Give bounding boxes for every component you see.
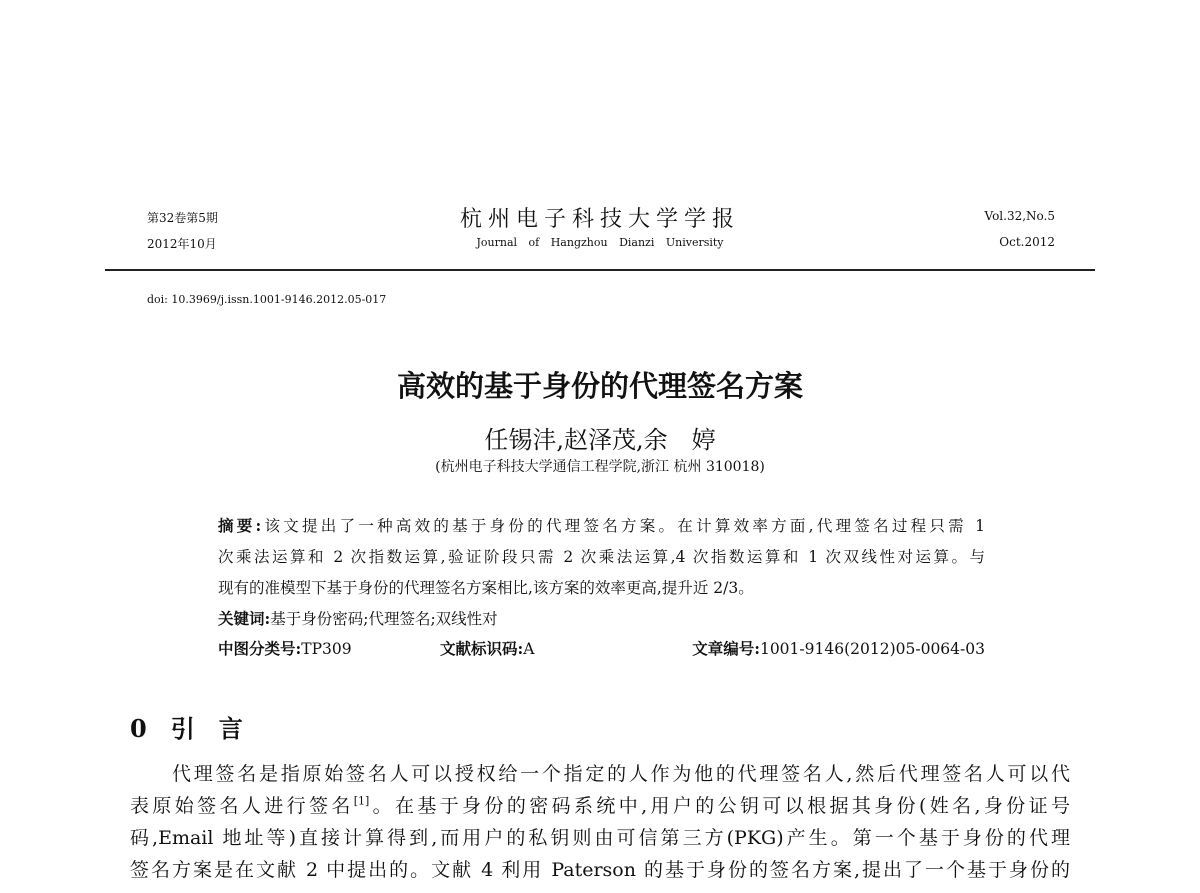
keywords-label: 关键词: (218, 609, 271, 628)
doc-code-label: 文献标识码: (440, 639, 524, 658)
header-rule (105, 269, 1095, 271)
clc-value: TP309 (301, 640, 352, 658)
journal-name-en: Journal of Hangzhou Dianzi University (476, 236, 724, 249)
body-text: 表原始签名人进行签名 (130, 795, 354, 817)
body-text: 。在基于身份的密码系统中,用户的公钥可以根据其身份(姓名,身份证号 (369, 795, 1070, 817)
keywords (218, 607, 985, 629)
authors: 任锡沣,赵泽茂,余 婷 (484, 426, 716, 454)
section-heading: 0 引 言 (130, 714, 243, 743)
volume-issue: 第32卷第5期 (147, 211, 218, 225)
citation: [1] (353, 794, 370, 808)
body-line-1: 代理签名是指原始签名人可以授权给一个指定的人作为他的代理签名人,然后代理签名人可以代 (172, 763, 1070, 785)
keywords-text: 基于身份密码;代理签名;双线性对 (270, 610, 498, 628)
doc-code-value: A (523, 640, 535, 658)
affiliation: (杭州电子科技大学通信工程学院,浙江 杭州 310018) (435, 459, 765, 475)
article-no-value: 1001-9146(2012)05-0064-03 (759, 640, 985, 658)
issue-date-en: Oct.2012 (999, 235, 1055, 249)
abstract-line-2: 次乘法运算和 2 次指数运算,验证阶段只需 2 次乘法运算,4 次指数运算和 1 次双线性对运算。与 (218, 548, 985, 566)
journal-name-cn: 杭州电子科技大学学报 (459, 207, 740, 232)
body-line-4: 签名方案是在文献 2 中提出的。文献 4 利用 Paterson 的基于身份的签名方案,提出了一个基于身份的 (130, 859, 1070, 881)
issue-date-cn: 2012年10月 (147, 237, 217, 251)
article-no (692, 637, 985, 659)
doi: doi: 10.3969/j.issn.1001-9146.2012.05-017 (147, 293, 387, 306)
body-line-3: 码,Email 地址等)直接计算得到,而用户的私钥则由可信第三方(PKG)产生。第一个基于身份的代理 (130, 827, 1070, 849)
abstract-line-3: 现有的准模型下基于身份的代理签名方案相比,该方案的效率更高,提升近 2/3。 (218, 579, 754, 597)
abstract-label: 摘要: (218, 516, 262, 535)
doc-code (440, 637, 534, 659)
article-no-label: 文章编号: (692, 639, 760, 658)
volume-en: Vol.32,No.5 (984, 209, 1055, 223)
paper-title: 高效的基于身份的代理签名方案 (396, 369, 803, 403)
clc (218, 637, 352, 659)
clc-label: 中图分类号: (218, 639, 302, 658)
abstract-text: 该文提出了一种高效的基于身份的代理签名方案。在计算效率方面,代理签名过程只需 1 (261, 517, 985, 535)
abstract-line-1 (218, 514, 985, 536)
body-line-2 (130, 791, 1070, 818)
